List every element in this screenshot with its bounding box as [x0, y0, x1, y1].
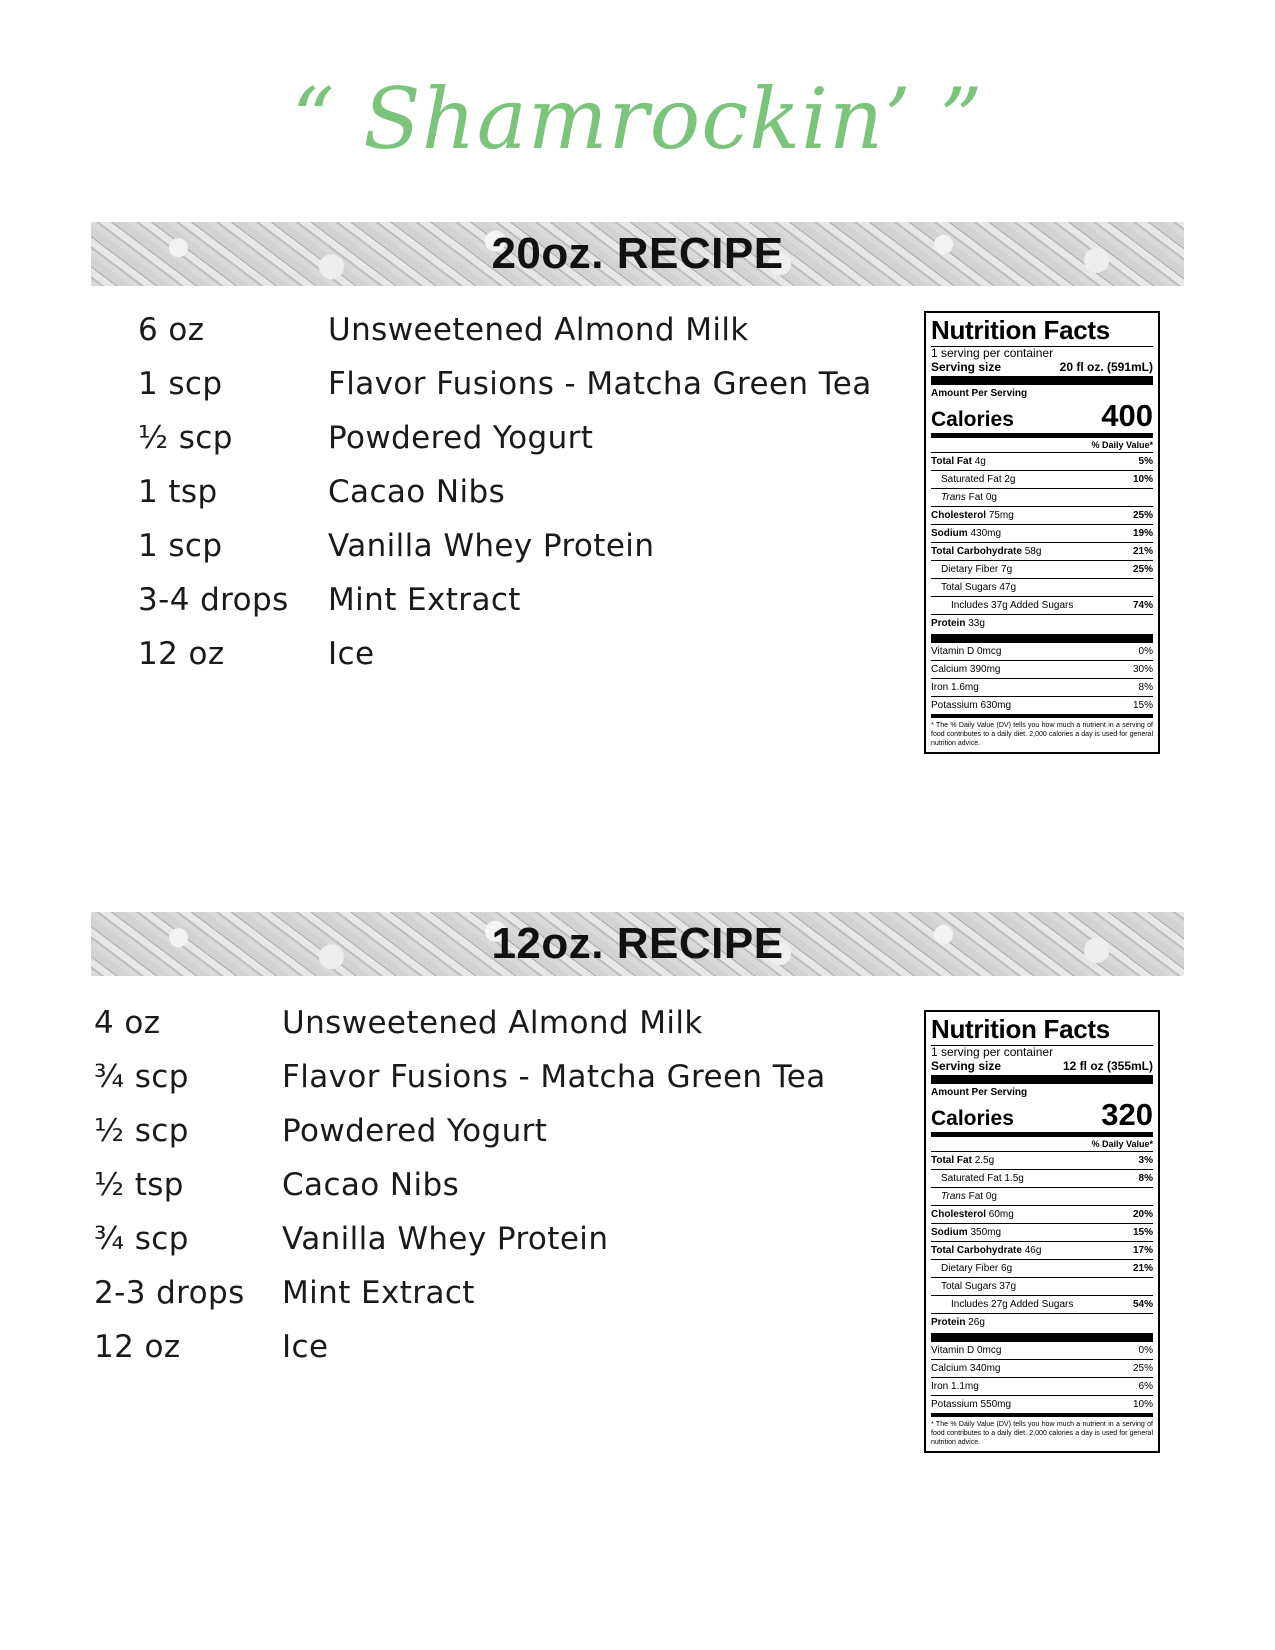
ingredient-name: Flavor Fusions - Matcha Green Tea [328, 366, 872, 402]
ingredient-name: Cacao Nibs [282, 1167, 460, 1203]
nutrient-amount: 4g [974, 456, 986, 467]
nutrient-amount: 60mg [988, 1209, 1014, 1220]
nutrient-dv: 54% [1132, 1299, 1153, 1310]
nutrient-row [931, 452, 1153, 470]
nutrient-label: Sodium [931, 1227, 968, 1238]
recipe-heading: 12oz. RECIPE [491, 919, 784, 968]
nutrient-row [931, 1295, 1153, 1313]
vitamin-label: Vitamin D 0mcg [931, 1345, 1002, 1356]
calories-value: 400 [1101, 398, 1153, 433]
ingredient-qty: ½ scp [94, 1113, 189, 1149]
nutrient-amount: 58g [1024, 546, 1042, 557]
serving-size-label: Serving size [931, 1059, 1002, 1073]
nutrient-dv: 8% [1138, 1173, 1153, 1184]
ingredient-qty: 4 oz [94, 1005, 161, 1041]
nutrient-label-suffix: Fat [968, 1191, 984, 1202]
vitamin-row [931, 643, 1153, 660]
daily-value-footnote: * The % Daily Value (DV) tells you how much a nutrient in a serving of food contributes to a daily diet. 2,000 calories a day is used for general nutrition advice. [931, 714, 1153, 748]
ingredient-qty: ¾ scp [94, 1059, 189, 1095]
nutrient-label: Cholesterol [931, 510, 987, 521]
ingredient-name: Vanilla Whey Protein [282, 1221, 609, 1257]
nutrient-amount: 430mg [970, 528, 1002, 539]
nutrient-label: Dietary Fiber [941, 564, 999, 575]
ingredient-name: Powdered Yogurt [328, 420, 594, 456]
ingredient-qty: 1 scp [138, 528, 223, 564]
ingredient-name: Mint Extract [328, 582, 521, 618]
serving-size-value: 12 fl oz (355mL) [1062, 1059, 1153, 1073]
nutrient-label-prefix: Includes [951, 600, 989, 611]
nutrient-label: Saturated Fat [941, 474, 1002, 485]
nutrition-title: Nutrition Facts [931, 315, 1110, 345]
nutrient-row [931, 1241, 1153, 1259]
nutrient-row [931, 1169, 1153, 1187]
ingredient-name: Powdered Yogurt [282, 1113, 548, 1149]
nutrient-label: Saturated Fat [941, 1173, 1002, 1184]
nutrient-row [931, 1277, 1153, 1295]
nutrient-dv: 74% [1132, 600, 1153, 611]
nutrition-facts-12oz [924, 1010, 1160, 1453]
nutrient-label: Trans [941, 492, 966, 503]
nutrient-amount: 0g [985, 1191, 997, 1202]
nutrient-label: Trans [941, 1191, 966, 1202]
serving-size [931, 1059, 1153, 1073]
page-title: “ Shamrockin’ ” [291, 70, 984, 168]
nutrient-amount: 0g [985, 492, 997, 503]
calories-row [931, 400, 1153, 432]
ingredient-qty: 12 oz [94, 1329, 181, 1365]
ingredient-name: Mint Extract [282, 1275, 475, 1311]
nutrient-dv: 17% [1132, 1245, 1153, 1256]
nutrient-dv: 5% [1138, 456, 1153, 467]
vitamin-dv: 8% [1138, 682, 1153, 693]
amount-per-serving: Amount Per Serving [931, 388, 1028, 399]
vitamin-row [931, 1342, 1153, 1359]
divider [931, 1333, 1153, 1342]
nutrient-amount: 46g [1024, 1245, 1042, 1256]
recipe-banner-12oz [91, 912, 1184, 976]
nutrient-label-prefix: Includes [951, 1299, 989, 1310]
recipe-heading: 20oz. RECIPE [491, 229, 784, 278]
nutrient-label: Sodium [931, 528, 968, 539]
nutrient-amount: 75mg [988, 510, 1014, 521]
nutrient-label-suffix: Fat [968, 492, 984, 503]
vitamin-row [931, 696, 1153, 714]
ingredient-qty: 1 tsp [138, 474, 218, 510]
nutrient-amount: 7g [1001, 564, 1013, 575]
ingredient-qty: 6 oz [138, 312, 205, 348]
vitamin-row [931, 660, 1153, 678]
nutrient-amount: 26g [968, 1317, 985, 1328]
vitamin-dv: 15% [1132, 700, 1153, 711]
ingredient-qty: 2-3 drops [94, 1275, 245, 1311]
ingredient-name: Flavor Fusions - Matcha Green Tea [282, 1059, 826, 1095]
nutrient-row [931, 524, 1153, 542]
serving-size [931, 360, 1153, 374]
divider [931, 1075, 1153, 1084]
nutrient-row [931, 614, 1153, 632]
ingredient-name: Ice [328, 636, 375, 672]
ingredient-name: Cacao Nibs [328, 474, 506, 510]
calories-label: Calories [931, 1107, 1014, 1130]
vitamin-label: Potassium 550mg [931, 1399, 1012, 1410]
nutrient-row [931, 542, 1153, 560]
vitamin-row [931, 1395, 1153, 1413]
nutrient-amount: 2.5g [974, 1155, 995, 1166]
servings-per-container: 1 serving per container [931, 346, 1054, 360]
nutrient-dv: 20% [1132, 1209, 1153, 1220]
nutrient-label: Protein [931, 618, 966, 629]
nutrient-amount: 37g [999, 1281, 1017, 1292]
ingredient-name: Unsweetened Almond Milk [282, 1005, 703, 1041]
nutrient-label: Total Fat [931, 456, 972, 467]
calories-row [931, 1099, 1153, 1131]
ingredient-qty: ½ scp [138, 420, 233, 456]
daily-value-header: % Daily Value* [1091, 1139, 1153, 1149]
amount-per-serving: Amount Per Serving [931, 1087, 1028, 1098]
nutrient-dv: 10% [1132, 474, 1153, 485]
vitamin-label: Iron 1.6mg [931, 682, 979, 693]
vitamin-label: Calcium 340mg [931, 1363, 1001, 1374]
ingredient-name: Unsweetened Almond Milk [328, 312, 749, 348]
nutrient-row [931, 488, 1153, 506]
vitamin-dv: 6% [1138, 1381, 1153, 1392]
nutrient-row [931, 1313, 1153, 1331]
divider [931, 634, 1153, 643]
nutrient-row [931, 560, 1153, 578]
nutrient-amount: 1.5g [1004, 1173, 1024, 1184]
vitamin-dv: 0% [1138, 1345, 1153, 1356]
nutrient-amount: 27g [991, 1299, 1008, 1310]
nutrient-label: Total Carbohydrate [931, 1245, 1022, 1256]
ingredient-qty: 12 oz [138, 636, 225, 672]
serving-size-label: Serving size [931, 360, 1002, 374]
nutrient-row [931, 506, 1153, 524]
nutrient-amount: 6g [1001, 1263, 1013, 1274]
nutrient-label: Added Sugars [1009, 600, 1074, 611]
nutrient-row [931, 1223, 1153, 1241]
nutrient-amount: 350mg [970, 1227, 1002, 1238]
nutrition-facts-20oz [924, 311, 1160, 754]
nutrient-row [931, 1259, 1153, 1277]
nutrient-amount: 2g [1004, 474, 1016, 485]
vitamin-row [931, 678, 1153, 696]
nutrient-label: Total Sugars [941, 582, 997, 593]
calories-value: 320 [1101, 1097, 1153, 1132]
vitamin-label: Iron 1.1mg [931, 1381, 979, 1392]
vitamin-label: Potassium 630mg [931, 700, 1012, 711]
nutrient-row [931, 596, 1153, 614]
vitamin-row [931, 1377, 1153, 1395]
vitamin-dv: 25% [1132, 1363, 1153, 1374]
nutrient-row [931, 1187, 1153, 1205]
nutrient-dv: 25% [1132, 564, 1153, 575]
nutrient-dv: 21% [1132, 546, 1153, 557]
nutrition-title: Nutrition Facts [931, 1014, 1110, 1044]
nutrient-label: Cholesterol [931, 1209, 987, 1220]
daily-value-footnote: * The % Daily Value (DV) tells you how much a nutrient in a serving of food contributes to a daily diet. 2,000 calories a day is used for general nutrition advice. [931, 1413, 1153, 1447]
nutrient-row [931, 578, 1153, 596]
nutrient-label: Dietary Fiber [941, 1263, 999, 1274]
nutrient-row [931, 470, 1153, 488]
nutrient-row [931, 1151, 1153, 1169]
ingredient-qty: ½ tsp [94, 1167, 184, 1203]
ingredient-name: Ice [282, 1329, 329, 1365]
ingredient-qty: ¾ scp [94, 1221, 189, 1257]
nutrient-dv: 19% [1132, 528, 1153, 539]
nutrient-amount: 47g [999, 582, 1017, 593]
divider [931, 376, 1153, 385]
calories-label: Calories [931, 408, 1014, 431]
nutrient-amount: 37g [991, 600, 1008, 611]
servings-per-container: 1 serving per container [931, 1045, 1054, 1059]
daily-value-header: % Daily Value* [1091, 440, 1153, 450]
ingredient-qty: 1 scp [138, 366, 223, 402]
vitamin-dv: 10% [1132, 1399, 1153, 1410]
serving-size-value: 20 fl oz. (591mL) [1059, 360, 1153, 374]
ingredient-qty: 3-4 drops [138, 582, 289, 618]
nutrient-label: Added Sugars [1009, 1299, 1074, 1310]
recipe-banner-20oz [91, 222, 1184, 286]
nutrient-row [931, 1205, 1153, 1223]
nutrient-label: Total Fat [931, 1155, 972, 1166]
vitamin-row [931, 1359, 1153, 1377]
vitamin-label: Vitamin D 0mcg [931, 646, 1002, 657]
vitamin-dv: 30% [1132, 664, 1153, 675]
nutrient-dv: 25% [1132, 510, 1153, 521]
vitamin-label: Calcium 390mg [931, 664, 1001, 675]
vitamin-dv: 0% [1138, 646, 1153, 657]
nutrient-label: Total Carbohydrate [931, 546, 1022, 557]
nutrient-amount: 33g [968, 618, 985, 629]
nutrient-label: Protein [931, 1317, 966, 1328]
nutrient-label: Total Sugars [941, 1281, 997, 1292]
nutrient-dv: 15% [1132, 1227, 1153, 1238]
ingredient-name: Vanilla Whey Protein [328, 528, 655, 564]
nutrient-dv: 21% [1132, 1263, 1153, 1274]
nutrient-dv: 3% [1138, 1155, 1153, 1166]
